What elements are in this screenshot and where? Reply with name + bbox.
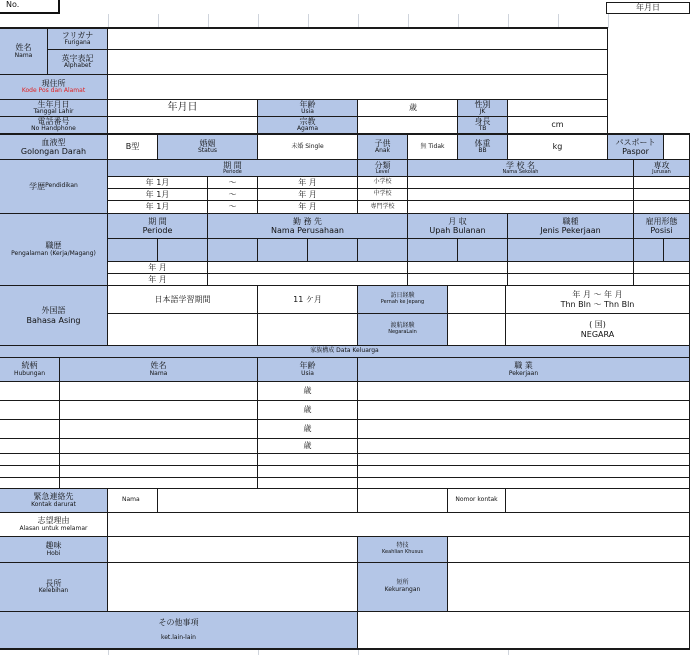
family-row-name[interactable]	[60, 382, 258, 401]
career-sub-cell	[634, 239, 664, 262]
emergency-name-field[interactable]	[158, 489, 358, 513]
other-label-cell: その他事項 ket.lain-lain	[0, 612, 358, 649]
visit-japan-label: 訪日経験 Pernah ke Jepang	[358, 286, 448, 314]
japanese-study-label: 日本語学習期間	[108, 286, 258, 314]
family-row-job[interactable]	[358, 478, 690, 489]
family-row-job[interactable]	[358, 439, 690, 454]
career-sub-cell	[158, 239, 208, 262]
phone-field[interactable]	[108, 117, 258, 134]
emergency-contact-field[interactable]	[506, 489, 690, 513]
edu-row-from[interactable]: 年 1月	[108, 177, 208, 189]
visit-japan-dates[interactable]: 年 月 〜 年 月 Thn Bln 〜 Thn Bln	[506, 286, 690, 314]
strength-label-cell: 長所 Kelebihan	[0, 563, 108, 612]
career-row-from[interactable]: 年 月	[108, 262, 208, 274]
family-row-job[interactable]	[358, 420, 690, 439]
edu-row-level: 専門学校	[358, 201, 408, 214]
abroad-country[interactable]: ( 国) NEGARA	[506, 314, 690, 346]
career-sub-cell	[458, 239, 508, 262]
blood-label-cell: 血液型 Golongan Darah	[0, 135, 108, 160]
family-row-age[interactable]: 歳	[258, 401, 358, 420]
language-label-cell: 外国語 Bahasa Asing	[0, 286, 108, 346]
japanese-study-months[interactable]: 11 ケ月	[258, 286, 358, 314]
family-row-name[interactable]	[60, 439, 258, 454]
family-job-header: 職 業 Pekerjaan	[358, 358, 690, 382]
marital-field[interactable]: 未婚 Single	[258, 135, 358, 160]
family-row-age[interactable]: 歳	[258, 382, 358, 401]
furigana-field[interactable]	[108, 29, 608, 50]
family-row-job[interactable]	[358, 454, 690, 466]
family-row-relation[interactable]	[0, 439, 60, 454]
form-number-box	[0, 0, 60, 14]
marital-label-cell: 婚姻 Status	[158, 135, 258, 160]
family-row-relation[interactable]	[0, 466, 60, 478]
passport-field[interactable]	[664, 135, 690, 160]
career-row-to[interactable]: 年 月	[108, 274, 208, 286]
skill-label-cell: 特技 Keahlian Khusus	[358, 537, 448, 563]
edu-row-school[interactable]	[408, 201, 634, 214]
family-row-relation[interactable]	[0, 382, 60, 401]
career-row-job[interactable]	[508, 262, 634, 274]
family-name-header: 姓名 Nama	[60, 358, 258, 382]
career-position-header: 雇用形態 Posisi	[634, 214, 690, 239]
family-row-age[interactable]	[258, 478, 358, 489]
career-row-position[interactable]	[634, 262, 690, 274]
birth-date-field[interactable]: 年月日	[108, 100, 258, 117]
career-sub-cell	[664, 239, 690, 262]
family-row-name[interactable]	[60, 478, 258, 489]
edu-row-to[interactable]: 年 月	[258, 189, 358, 201]
weight-label-cell: 体重 BB	[458, 135, 508, 160]
gender-field[interactable]	[508, 100, 608, 117]
strength-field[interactable]	[108, 563, 358, 612]
edu-row-school[interactable]	[408, 189, 634, 201]
weight-field[interactable]: kg	[508, 135, 608, 160]
career-sub-cell	[508, 239, 634, 262]
address-field[interactable]	[108, 75, 608, 100]
career-sub-cell	[108, 239, 158, 262]
family-row-relation[interactable]	[0, 478, 60, 489]
career-sub-cell	[208, 239, 258, 262]
abroad-label: 渡航経験 NegaraLain	[358, 314, 448, 346]
family-rel-header: 続柄 Hubungan	[0, 358, 60, 382]
address-label-cell: 現住所 Kode Pos dan Alamat	[0, 75, 108, 100]
edu-row-to[interactable]: 年 月	[258, 201, 358, 214]
career-row-job[interactable]	[508, 274, 634, 286]
motivation-field[interactable]	[108, 513, 690, 537]
edu-row-to[interactable]: 年 月	[258, 177, 358, 189]
name-label-cell: 姓名 Nama	[0, 29, 48, 75]
edu-row-level: 中学校	[358, 189, 408, 201]
hobby-label-cell: 趣味 Hobi	[0, 537, 108, 563]
edu-period-header: 期 間 Periode	[108, 160, 358, 177]
furigana-label-cell: フリガナ Furigana	[48, 29, 108, 50]
form-number-label: No.	[6, 0, 20, 10]
career-row-position[interactable]	[634, 274, 690, 286]
language-field[interactable]	[258, 314, 358, 346]
edu-row-from[interactable]: 年 1月	[108, 201, 208, 214]
career-label-cell: 職歴 Pengalaman (Kerja/Magang)	[0, 214, 108, 286]
weakness-field[interactable]	[448, 563, 690, 612]
career-row-salary[interactable]	[408, 262, 508, 274]
emergency-contact-label: Nomor kontak	[448, 489, 506, 513]
blood-type-field[interactable]: B型	[108, 135, 158, 160]
hobby-field[interactable]	[108, 537, 358, 563]
motivation-label-cell: 志望理由 Alasan untuk melamar	[0, 513, 108, 537]
career-row-salary[interactable]	[408, 274, 508, 286]
career-sub-cell	[358, 239, 408, 262]
age-field[interactable]: 歳	[358, 100, 458, 117]
skill-field[interactable]	[448, 537, 690, 563]
religion-label-cell: 宗教 Agama	[258, 117, 358, 134]
edu-row-sep: 〜	[208, 189, 258, 201]
language-field[interactable]	[108, 314, 258, 346]
passport-label-cell: パスポート Paspor	[608, 135, 664, 160]
family-age-header: 年齢 Usia	[258, 358, 358, 382]
family-row-name[interactable]	[60, 454, 258, 466]
career-sub-cell	[258, 239, 308, 262]
religion-field[interactable]	[358, 117, 458, 134]
date-label: 年月日	[636, 3, 660, 13]
children-field[interactable]: 無 Tidak	[408, 135, 458, 160]
family-row-job[interactable]	[358, 466, 690, 478]
height-label-cell: 身長 TB	[458, 117, 508, 134]
date-box	[606, 2, 690, 14]
edu-row-major[interactable]	[634, 189, 690, 201]
family-row-job[interactable]	[358, 401, 690, 420]
emergency-label-cell: 緊急連絡先 Kontak darurat	[0, 489, 108, 513]
family-row-relation[interactable]	[0, 454, 60, 466]
family-row-age[interactable]: 歳	[258, 420, 358, 439]
gender-label-cell: 性別 JK	[458, 100, 508, 117]
emergency-name-label: Nama	[108, 489, 158, 513]
emergency-spacer	[358, 489, 448, 513]
alphabet-field[interactable]	[108, 50, 608, 75]
edu-school-header: 学 校 名 Nama Sekolah	[408, 160, 634, 177]
family-row-name[interactable]	[60, 420, 258, 439]
family-row-job[interactable]	[358, 382, 690, 401]
career-job-header: 職種 Jenis Pekerjaan	[508, 214, 634, 239]
family-row-age[interactable]	[258, 466, 358, 478]
edu-row-sep: 〜	[208, 177, 258, 189]
family-row-name[interactable]	[60, 466, 258, 478]
career-period-header: 期 間 Periode	[108, 214, 208, 239]
career-company-header: 勤 務 先 Nama Perusahaan	[208, 214, 408, 239]
phone-label-cell: 電話番号 No Handphone	[0, 117, 108, 134]
abroad-field[interactable]	[448, 314, 506, 346]
birth-label-cell: 生年月日 Tanggal Lahir	[0, 100, 108, 117]
children-label-cell: 子供 Anak	[358, 135, 408, 160]
edu-row-school[interactable]	[408, 177, 634, 189]
edu-row-sep: 〜	[208, 201, 258, 214]
family-title: 家族構成 Data Keluarga	[0, 346, 690, 358]
career-sub-cell	[408, 239, 458, 262]
career-salary-header: 月 収 Upah Bulanan	[408, 214, 508, 239]
edu-row-level: 小学校	[358, 177, 408, 189]
height-field[interactable]: cm	[508, 117, 608, 134]
edu-row-from[interactable]: 年 1月	[108, 189, 208, 201]
family-row-relation[interactable]	[0, 420, 60, 439]
visit-japan-field[interactable]	[448, 286, 506, 314]
career-row-company[interactable]	[208, 262, 408, 274]
family-row-age[interactable]: 歳	[258, 439, 358, 454]
education-label-cell: 学歴 Pendidikan	[0, 160, 108, 214]
career-row-company[interactable]	[208, 274, 408, 286]
family-row-name[interactable]	[60, 401, 258, 420]
age-label-cell: 年齢 Usia	[258, 100, 358, 117]
edu-row-major[interactable]	[634, 201, 690, 214]
edu-level-header: 分類 Level	[358, 160, 408, 177]
edu-row-major[interactable]	[634, 177, 690, 189]
alphabet-label-cell: 英字表記 Alphabet	[48, 50, 108, 75]
edu-major-header: 専攻 Jurusan	[634, 160, 690, 177]
career-sub-cell	[308, 239, 358, 262]
other-field[interactable]	[358, 612, 690, 649]
family-row-age[interactable]	[258, 454, 358, 466]
weakness-label-cell: 短所 Kekurangan	[358, 563, 448, 612]
family-row-relation[interactable]	[0, 401, 60, 420]
